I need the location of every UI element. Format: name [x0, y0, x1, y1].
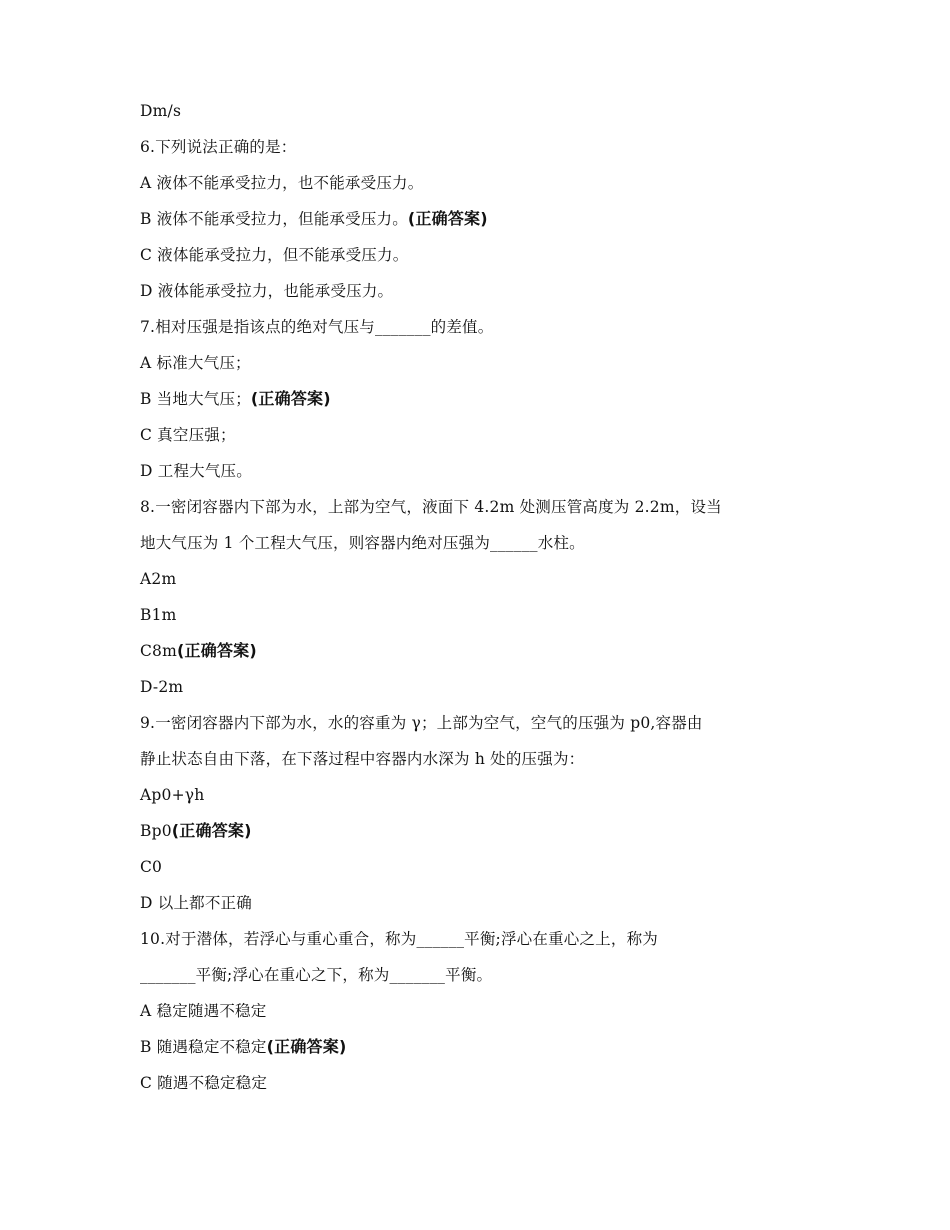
- question-9-stem-line-2: [140, 741, 812, 777]
- line-text: A 液体不能承受拉力，也不能承受压力。: [140, 174, 424, 192]
- question-8-option-b: [140, 597, 812, 633]
- question-9-option-b: [140, 813, 812, 849]
- question-6-stem: [140, 129, 812, 165]
- question-8-stem-line-2: [140, 525, 812, 561]
- line-text: B1m: [140, 606, 177, 624]
- line-text: 6.下列说法正确的是：: [140, 138, 297, 156]
- line-text: 8.一密闭容器内下部为水，上部为空气，液面下 4.2m 处测压管高度为 2.2m，设当: [140, 498, 722, 516]
- line-text: A2m: [140, 570, 177, 588]
- line-text: 9.一密闭容器内下部为水，水的容重为 γ；上部为空气，空气的压强为 p0,容器由: [140, 714, 703, 732]
- line-text: C 随遇不稳定稳定: [140, 1074, 268, 1092]
- question-6-option-c: [140, 237, 812, 273]
- line-text: Dm/s: [140, 102, 182, 120]
- line-text: Ap0+γh: [140, 786, 205, 804]
- question-8-option-c: [140, 633, 812, 669]
- question-8-stem-line-1: [140, 489, 812, 525]
- correct-answer-mark: (正确答案): [177, 641, 257, 660]
- question-10-option-c: [140, 1065, 812, 1101]
- line-text: Bp0: [140, 822, 172, 840]
- line-text: B 液体不能承受拉力，但能承受压力。: [140, 210, 408, 228]
- question-9-stem-line-1: [140, 705, 812, 741]
- question-9-option-d: [140, 885, 812, 921]
- question-6-option-d: [140, 273, 812, 309]
- question-7-option-a: [140, 345, 812, 381]
- question-10-option-b: [140, 1029, 812, 1065]
- line-text: C8m: [140, 642, 178, 660]
- question-8-option-d: [140, 669, 812, 705]
- question-9-option-a: [140, 777, 812, 813]
- question-9-option-c: [140, 849, 812, 885]
- question-7-option-b: [140, 381, 812, 417]
- line-text: 静止状态自由下落，在下落过程中容器内水深为 h 处的压强为：: [140, 750, 585, 768]
- line-text: D 液体能承受拉力，也能承受压力。: [140, 282, 394, 300]
- line-text: 地大气压为 1 个工程大气压，则容器内绝对压强为______水柱。: [140, 534, 585, 552]
- line-text: C 液体能承受拉力，但不能承受压力。: [140, 246, 409, 264]
- correct-answer-mark: (正确答案): [171, 821, 252, 840]
- line-text: A 稳定随遇不稳定: [140, 1002, 267, 1020]
- question-6-option-a: [140, 165, 812, 201]
- line-text: A 标准大气压；: [140, 354, 251, 372]
- question-7-option-c: [140, 417, 812, 453]
- correct-answer-mark: (正确答案): [266, 1037, 347, 1056]
- document-body: [140, 93, 812, 1101]
- line-text: D 工程大气压。: [140, 462, 252, 480]
- question-10-option-a: [140, 993, 812, 1029]
- line-text: D 以上都不正确: [140, 894, 252, 912]
- question-8-option-a: [140, 561, 812, 597]
- line-text: 10.对于潜体，若浮心与重心重合，称为______平衡;浮心在重心之上，称为: [140, 930, 658, 948]
- question-6-option-b: [140, 201, 812, 237]
- question-7-stem: [140, 309, 812, 345]
- text-line: [140, 93, 812, 129]
- line-text: C0: [140, 858, 163, 876]
- line-text: B 当地大气压；: [140, 390, 251, 408]
- correct-answer-mark: (正确答案): [407, 209, 488, 228]
- line-text: 7.相对压强是指该点的绝对气压与_______的差值。: [140, 318, 494, 336]
- question-7-option-d: [140, 453, 812, 489]
- question-10-stem-line-2: [140, 957, 812, 993]
- line-text: _______平衡;浮心在重心之下，称为_______平衡。: [140, 966, 493, 984]
- line-text: C 真空压强；: [140, 426, 236, 444]
- correct-answer-mark: (正确答案): [250, 389, 331, 408]
- line-text: B 随遇稳定不稳定: [140, 1038, 267, 1056]
- question-10-stem-line-1: [140, 921, 812, 957]
- line-text: D-2m: [140, 678, 184, 696]
